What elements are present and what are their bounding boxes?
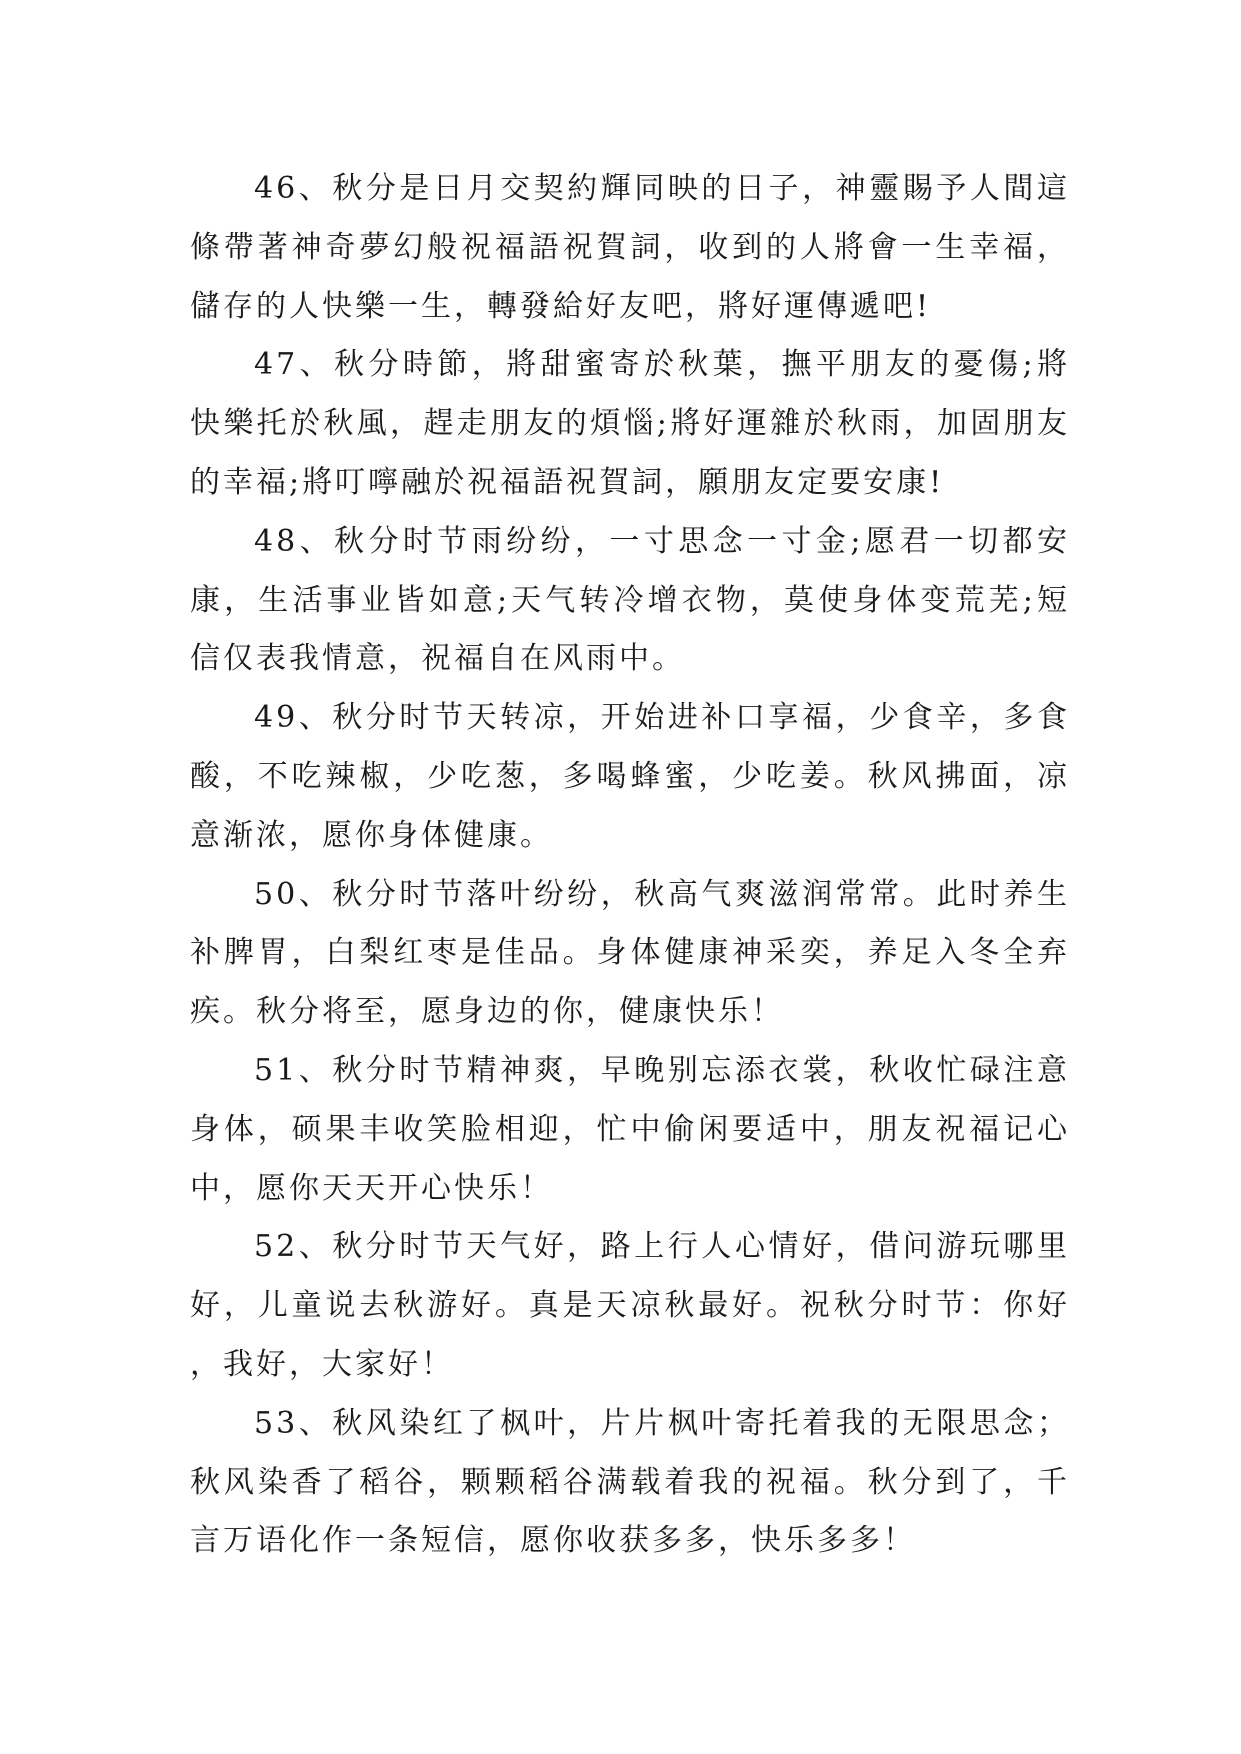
paragraph-46: 46、秋分是日月交契約輝同映的日子，神靈賜予人間這條帶著神奇夢幻般祝福語祝賀詞，收到的人將會一生幸福，儲存的人快樂一生，轉發給好友吧，將好運傳遞吧! (190, 171, 1070, 324)
paragraph-47: 47、秋分時節，將甜蜜寄於秋葉，撫平朋友的憂傷;將快樂托於秋風，趕走朋友的煩惱;將好運雜於秋雨，加固朋友的幸福;將叮嚀融於祝福語祝賀詞，願朋友定要安康! (190, 347, 1070, 500)
paragraph-52: 52、秋分时节天气好，路上行人心情好，借问游玩哪里好，儿童说去秋游好。真是天凉秋最好。祝秋分时节：你好，我好，大家好！ (190, 1229, 1070, 1382)
paragraph-49: 49、秋分时节天转凉，开始进补口享福，少食辛，多食酸，不吃辣椒，少吃葱，多喝蜂蜜，少吃姜。秋风拂面，凉意渐浓，愿你身体健康。 (190, 700, 1070, 853)
paragraph-48: 48、秋分时节雨纷纷，一寸思念一寸金;愿君一切都安康，生活事业皆如意;天气转冷增衣物，莫使身体变荒芜;短信仅表我情意，祝福自在风雨中。 (190, 523, 1070, 677)
document-body (190, 160, 1070, 1571)
paragraph-53: 53、秋风染红了枫叶，片片枫叶寄托着我的无限思念；秋风染香了稻谷，颗颗稻谷满载着我的祝福。秋分到了，千言万语化作一条短信，愿你收获多多，快乐多多！ (190, 1405, 1070, 1559)
paragraph-51: 51、秋分时节精神爽，早晚别忘添衣裳，秋收忙碌注意身体，硕果丰收笑脸相迎，忙中偷闲要适中，朋友祝福记心中，愿你天天开心快乐！ (190, 1052, 1070, 1206)
paragraph-50: 50、秋分时节落叶纷纷，秋高气爽滋润常常。此时养生补脾胃，白梨红枣是佳品。身体健康神采奕，养足入冬全弃疾。秋分将至，愿身边的你，健康快乐！ (190, 876, 1070, 1030)
